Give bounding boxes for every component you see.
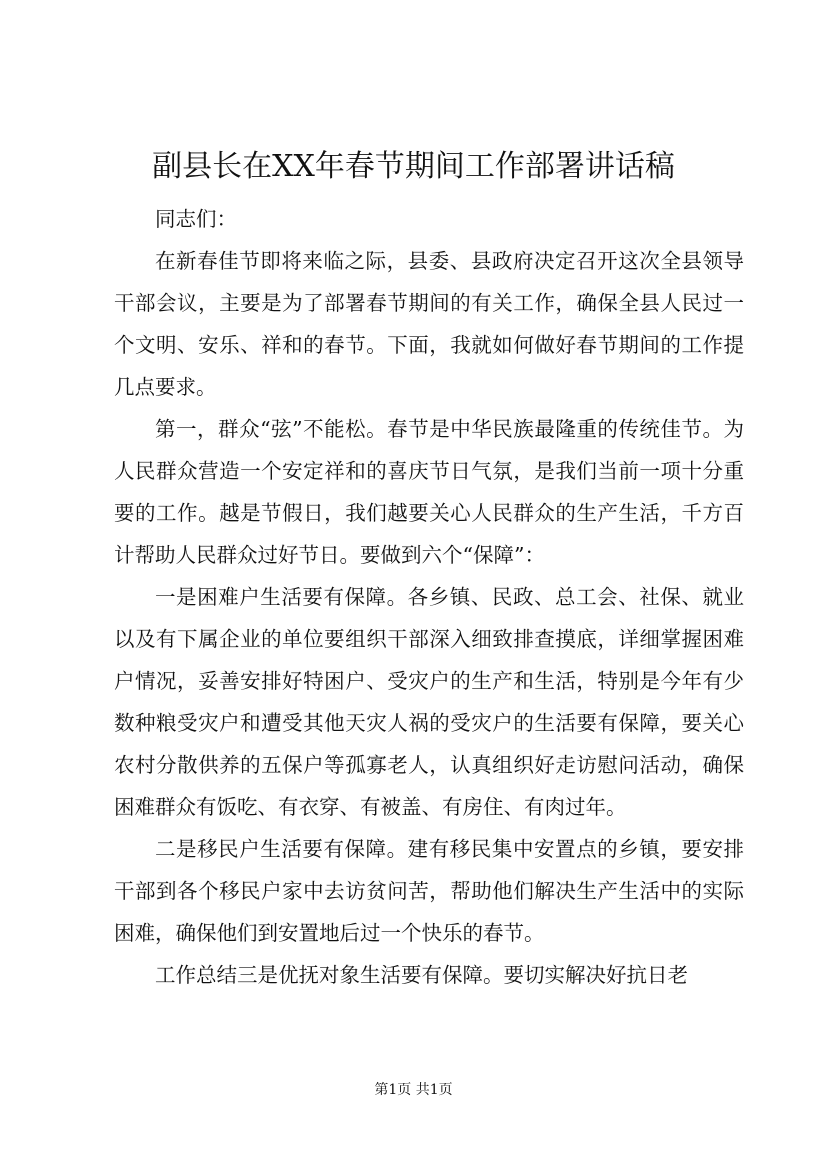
document-title: 副县长在XX年春节期间工作部署讲话稿 [152,149,675,184]
paragraph: 在新春佳节即将来临之际，县委、县政府决定召开这次全县领导干部会议，主要是为了部署春节期间的有关工作，确保全县人民过一个文明、安乐、祥和的春节。下面，我就如何做好春节期间的工作提几点要求。 [114,249,744,399]
paragraph: 一是困难户生活要有保障。各乡镇、民政、总工会、社保、就业以及有下属企业的单位要组织干部深入细致排查摸底，详细掌握困难户情况，妥善安排好特困户、受灾户的生产和生活，特别是今年有少数种粮受灾户和遭受其他天灾人祸的受灾户的生活要有保障，要关心农村分散供养的五保户等孤寡老人，认真组织好走访慰问活动，确保困难群众有饭吃、有衣穿、有被盖、有房住、有肉过年。 [114,585,744,819]
page-number-footer: 第1页 共1页 [374,1082,453,1098]
salutation: 同志们： [155,207,237,231]
paragraph: 工作总结三是优抚对象生活要有保障。要切实解决好抗日老 [155,963,688,987]
document-body [114,198,744,996]
paragraph: 二是移民户生活要有保障。建有移民集中安置点的乡镇，要安排干部到各个移民户家中去访贫问苦，帮助他们解决生产生活中的实际困难，确保他们到安置地后过一个快乐的春节。 [114,837,744,945]
paragraph: 第一，群众“弦”不能松。春节是中华民族最隆重的传统佳节。为人民群众营造一个安定祥和的喜庆节日气氛，是我们当前一项十分重要的工作。越是节假日，我们越要关心人民群众的生产生活，千方百计帮助人民群众过好节日。要做到六个“保障”： [114,417,744,567]
